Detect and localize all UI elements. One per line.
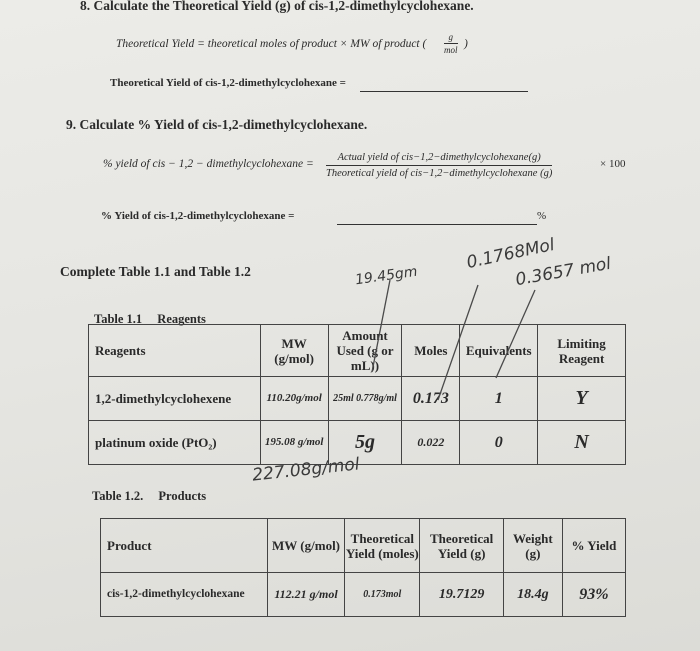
limiting-cell[interactable]: Y xyxy=(538,377,626,421)
q9-heading: 9. Calculate % Yield of cis-1,2-dimethylcyclohexane. xyxy=(66,117,368,132)
moles-cell[interactable]: 0.173 xyxy=(402,377,460,421)
q8-frac-num: g xyxy=(444,32,458,44)
q9-answer-label: % Yield of cis-1,2-dimethylcyclohexane = xyxy=(101,210,295,222)
header-cell: Product xyxy=(101,519,268,573)
table-row xyxy=(101,519,626,573)
reagents-table xyxy=(88,324,626,465)
q8-formula-fraction xyxy=(444,32,458,55)
handwritten-sum-mw: 227.08g/mol xyxy=(251,454,361,486)
q8-formula-text: Theoretical Yield = theoretical moles of product × MW of product ( xyxy=(116,38,427,50)
complete-tables-instruction: Complete Table 1.1 and Table 1.2 xyxy=(60,264,251,279)
reagent-name-cell: 1,2-dimethylcyclohexene xyxy=(89,377,261,421)
q9-formula-fraction xyxy=(326,151,552,180)
q8-answer-label: Theoretical Yield of cis-1,2-dimethylcyclohexane = xyxy=(110,77,346,89)
handwritten-moles-1: 0.1768Mol xyxy=(464,234,557,274)
handwritten-moles-2: 0.3657 mol xyxy=(513,253,613,291)
percent-yield-cell[interactable]: 93% xyxy=(562,573,625,617)
header-cell: Reagents xyxy=(89,325,261,377)
table2-caption xyxy=(92,489,206,504)
limiting-cell[interactable]: N xyxy=(538,421,626,465)
weight-cell[interactable]: 18.4g xyxy=(503,573,562,617)
mw-cell[interactable]: 110.20g/mol xyxy=(260,377,328,421)
table1-caption-number: Table 1.1 xyxy=(94,312,143,326)
q9-times-100: × 100 xyxy=(600,158,626,170)
reagent-name-cell: platinum oxide (PtO₂) xyxy=(89,421,261,465)
header-cell: MW (g/mol) xyxy=(260,325,328,377)
q9-answer-unit: % xyxy=(537,210,547,222)
equivalents-cell[interactable]: 1 xyxy=(460,377,538,421)
table2-caption-number: Table 1.2. xyxy=(92,489,144,503)
q8-formula xyxy=(116,38,426,50)
q9-answer-line[interactable] xyxy=(337,224,537,225)
theoretical-grams-cell[interactable]: 19.7129 xyxy=(420,573,503,617)
table-row xyxy=(89,325,626,377)
mw-cell[interactable]: 195.08 g/mol xyxy=(260,421,328,465)
products-table xyxy=(100,518,626,617)
header-cell: MW (g/mol) xyxy=(267,519,344,573)
header-cell: % Yield xyxy=(562,519,625,573)
q8-answer-line[interactable] xyxy=(360,91,528,92)
q8-formula-close: ) xyxy=(464,38,468,50)
theoretical-moles-cell[interactable]: 0.173mol xyxy=(345,573,420,617)
table2-caption-title: Products xyxy=(158,489,207,503)
header-cell: Moles xyxy=(402,325,460,377)
q9-frac-num: Actual yield of cis−1,2−dimethylcyclohexane(g) xyxy=(326,151,552,166)
q8-heading: 8. Calculate the Theoretical Yield (g) of cis-1,2-dimethylcyclohexane. xyxy=(80,0,474,13)
q9-frac-den: Theoretical yield of cis−1,2−dimethylcyclohexane (g) xyxy=(326,168,553,179)
amount-cell[interactable]: 5g xyxy=(328,421,402,465)
handwritten-mass: 19.45gm xyxy=(354,263,419,289)
q9-formula-left: % yield of cis − 1,2 − dimethylcyclohexane = xyxy=(103,158,314,170)
header-cell: Theoretical Yield (g) xyxy=(420,519,503,573)
mw-cell[interactable]: 112.21 g/mol xyxy=(267,573,344,617)
product-name-cell: cis-1,2-dimethylcyclohexane xyxy=(101,573,268,617)
amount-cell[interactable]: 25ml 0.778g/ml xyxy=(328,377,402,421)
header-cell: Amount Used (g or mL)) xyxy=(328,325,402,377)
header-cell: Limiting Reagent xyxy=(538,325,626,377)
table1-caption-title: Reagents xyxy=(157,312,206,326)
moles-cell[interactable]: 0.022 xyxy=(402,421,460,465)
table-row xyxy=(89,377,626,421)
q8-frac-den: mol xyxy=(444,45,458,55)
header-cell: Weight (g) xyxy=(503,519,562,573)
equivalents-cell[interactable]: 0 xyxy=(460,421,538,465)
table-row xyxy=(101,573,626,617)
header-cell: Equivalents xyxy=(460,325,538,377)
header-cell: Theoretical Yield (moles) xyxy=(345,519,420,573)
